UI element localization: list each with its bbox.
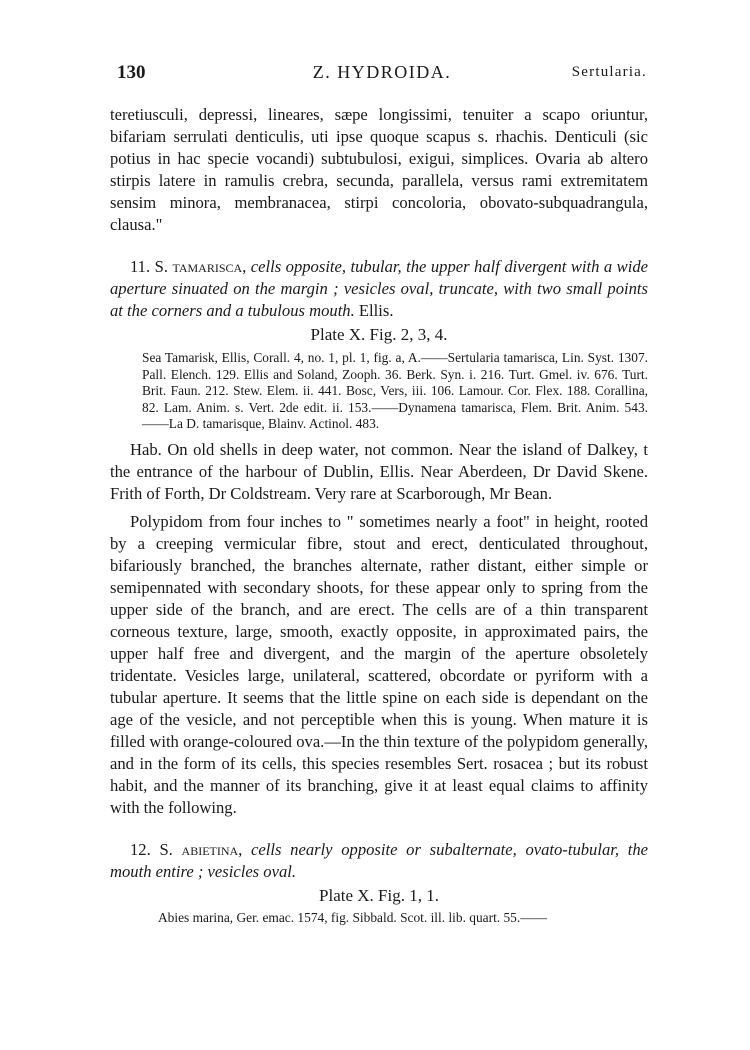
species-12-synonymy: Abies marina, Ger. emac. 1574, fig. Sibbald. Scot. ill. lib. quart. 55.—— xyxy=(158,909,548,925)
species-12-heading xyxy=(110,839,648,883)
species-12-number: 12. xyxy=(130,839,151,859)
species-11-authority: Ellis. xyxy=(358,301,394,320)
page-number: 130 xyxy=(117,62,146,83)
section-title: Sertularia. xyxy=(571,64,647,80)
species-12-description: cells nearly opposite or subalternate, ovato-tubular, the mouth entire ; vesicles oval. xyxy=(110,839,648,881)
species-11-number: 11. xyxy=(130,257,151,276)
species-11-habitat: Hab. On old shells in deep water, not common. Near the island of Dalkey, t the entrance of the harbour of Dublin, Ellis. Near Aberdeen, Dr David Skene. Frith of Forth, Dr Coldstream. Very rare at Scarborough, Mr Bean. xyxy=(110,439,648,503)
species-11-description-long: Polypidom from four inches to " sometimes nearly a foot" in height, rooted by a creeping vermicular fibre, stout and erect, denticulated throughout, bifariously branched, the branches alternate, rather distant, either simple or semipennated with secondary shoots, for these appear only to spring from the upper side of the branch, and are erect. The cells are of a thin transparent corneous texture, large, smooth, exactly opposite, in approximated pairs, the upper half free and divergent, and the margin of the aperture obsoletely tridentate. Vesicles large, unilateral, scattered, obcordate or pyriform with a tubular aperture. It seems that the little spine on each side is dependant on the age of the vesicle, and not perceptible when this is young. When mature it is filled with orange-coloured ova.—In the thin texture of the polypidom generally, and in the form of its cells, this species resembles Sert. rosacea ; but its robust habit, and the manner of its branching, give it at least equal claims to affinity with the following. xyxy=(110,511,648,817)
species-11-description: cells opposite, tubular, the upper half divergent with a wide aperture sinuated on the margin ; vesicles oval, truncate, with two small points at the corners and a tubulous mouth. xyxy=(110,257,649,320)
running-title: Z. HYDROIDA. xyxy=(312,62,452,82)
latin-continuation: teretiusculi, depressi, lineares, sæpe longissimi, tenuiter a scapo oriuntur, bifariam serrulati denticulis, uti ipse quoque scapus s. rhachis. Denticuli (sic potius in hac specie vocandi) subtubulosi, exigui, simplices. Ovaria ab altero stirpis latere in ramulis crebra, secunda, parallela, versus rami extremitatem sensim minora, membranacea, stirpi concoloria, obovato-subquadrangula, clausa." xyxy=(110,105,648,234)
page-header xyxy=(117,62,647,88)
species-11-name: S. tamarisca, xyxy=(154,257,247,276)
species-12-name: S. abietina, xyxy=(159,839,243,859)
species-11-heading xyxy=(110,256,648,322)
species-12-plate: Plate X. Fig. 1, 1. xyxy=(319,885,439,905)
species-11-plate: Plate X. Fig. 2, 3, 4. xyxy=(310,325,448,344)
species-11-synonymy: Sea Tamarisk, Ellis, Corall. 4, no. 1, pl. 1, fig. a, A.——Sertularia tamarisca, Lin. Syst. 1307. Pall. Elench. 129. Ellis and Soland, Zooph. 36. Berk. Syn. i. 216. Turt. Gmel. iv. 676. Turt. Brit. Faun. 212. Stew. Elem. ii. 441. Bosc, Vers, iii. 106. Lamour. Cor. Flex. 188. Corallina, 82. Lam. Anim. s. Vert. 2de edit. ii. 153.——Dynamena tamarisca, Flem. Brit. Anim. 543.——La D. tamarisque, Blainv. Actinol. 483. xyxy=(142,350,648,431)
page-body xyxy=(110,104,648,927)
